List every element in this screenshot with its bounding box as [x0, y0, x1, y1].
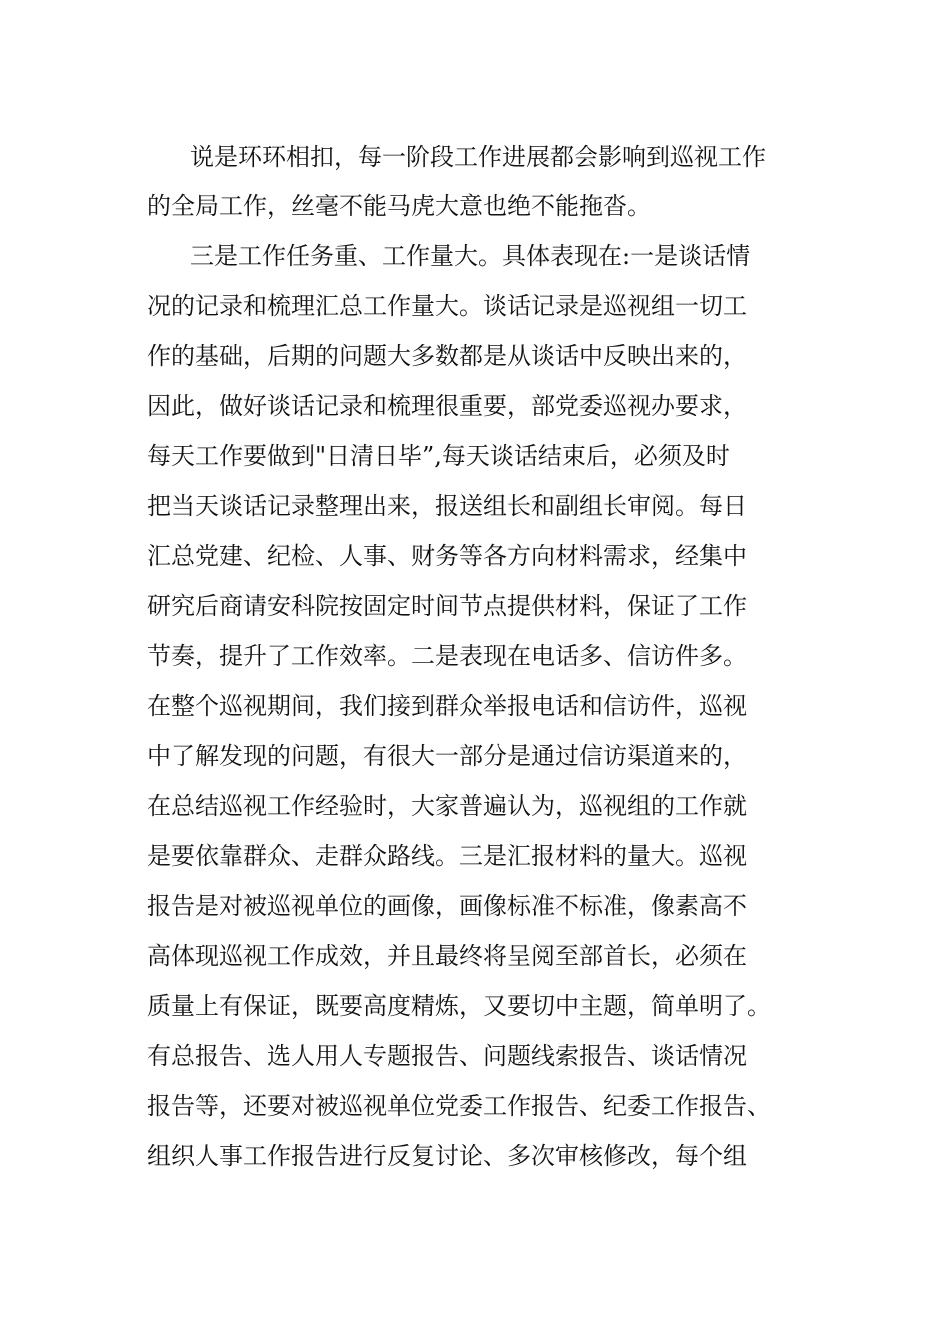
text-line: 把当天谈话记录整理出来，报送组长和副组长审阅。每日: [147, 492, 747, 520]
text-line: 因此，做好谈话记录和梳理很重要，部党委巡视办要求，: [147, 392, 747, 420]
text-line: 在总结巡视工作经验时，大家普遍认为，巡视组的工作就: [147, 792, 747, 820]
text-line: 中了解发现的问题，有很大一部分是通过信访渠道来的，: [147, 742, 747, 770]
text-line: 在整个巡视期间，我们接到群众举报电话和信访件，巡视: [147, 692, 747, 720]
text-line: 况的记录和梳理汇总工作量大。谈话记录是巡视组一切工: [147, 292, 747, 320]
text-line: 组织人事工作报告进行反复讨论、多次审核修改，每个组: [147, 1142, 747, 1170]
text-line: 作的基础，后期的问题大多数都是从谈话中反映出来的，: [147, 342, 747, 370]
text-line: 每天工作要做到"日清日毕”,每天谈话结束后，必须及时: [147, 442, 730, 470]
text-line: 有总报告、选人用人专题报告、问题线索报告、谈话情况: [147, 1042, 747, 1070]
text-line: 的全局工作，丝毫不能马虎大意也绝不能拖沓。: [147, 192, 651, 220]
text-line: 质量上有保证，既要高度精炼，又要切中主题，简单明了。: [147, 992, 771, 1020]
text-line: 节奏，提升了工作效率。二是表现在电话多、信访件多。: [147, 642, 747, 670]
text-line: 是要依靠群众、走群众路线。三是汇报材料的量大。巡视: [147, 842, 747, 870]
text-line: 研究后商请安科院按固定时间节点提供材料，保证了工作: [147, 592, 747, 620]
text-line: 三是工作任务重、工作量大。具体表现在:一是谈话情: [190, 242, 751, 270]
text-line: 报告是对被巡视单位的画像，画像标准不标准，像素高不: [147, 892, 747, 920]
text-line: 报告等，还要对被巡视单位党委工作报告、纪委工作报告、: [147, 1092, 771, 1120]
text-line: 汇总党建、纪检、人事、财务等各方向材料需求，经集中: [147, 542, 747, 570]
text-line: 说是环环相扣，每一阶段工作进展都会影响到巡视工作: [190, 143, 766, 171]
text-line: 高体现巡视工作成效，并且最终将呈阅至部首长，必须在: [147, 942, 747, 970]
